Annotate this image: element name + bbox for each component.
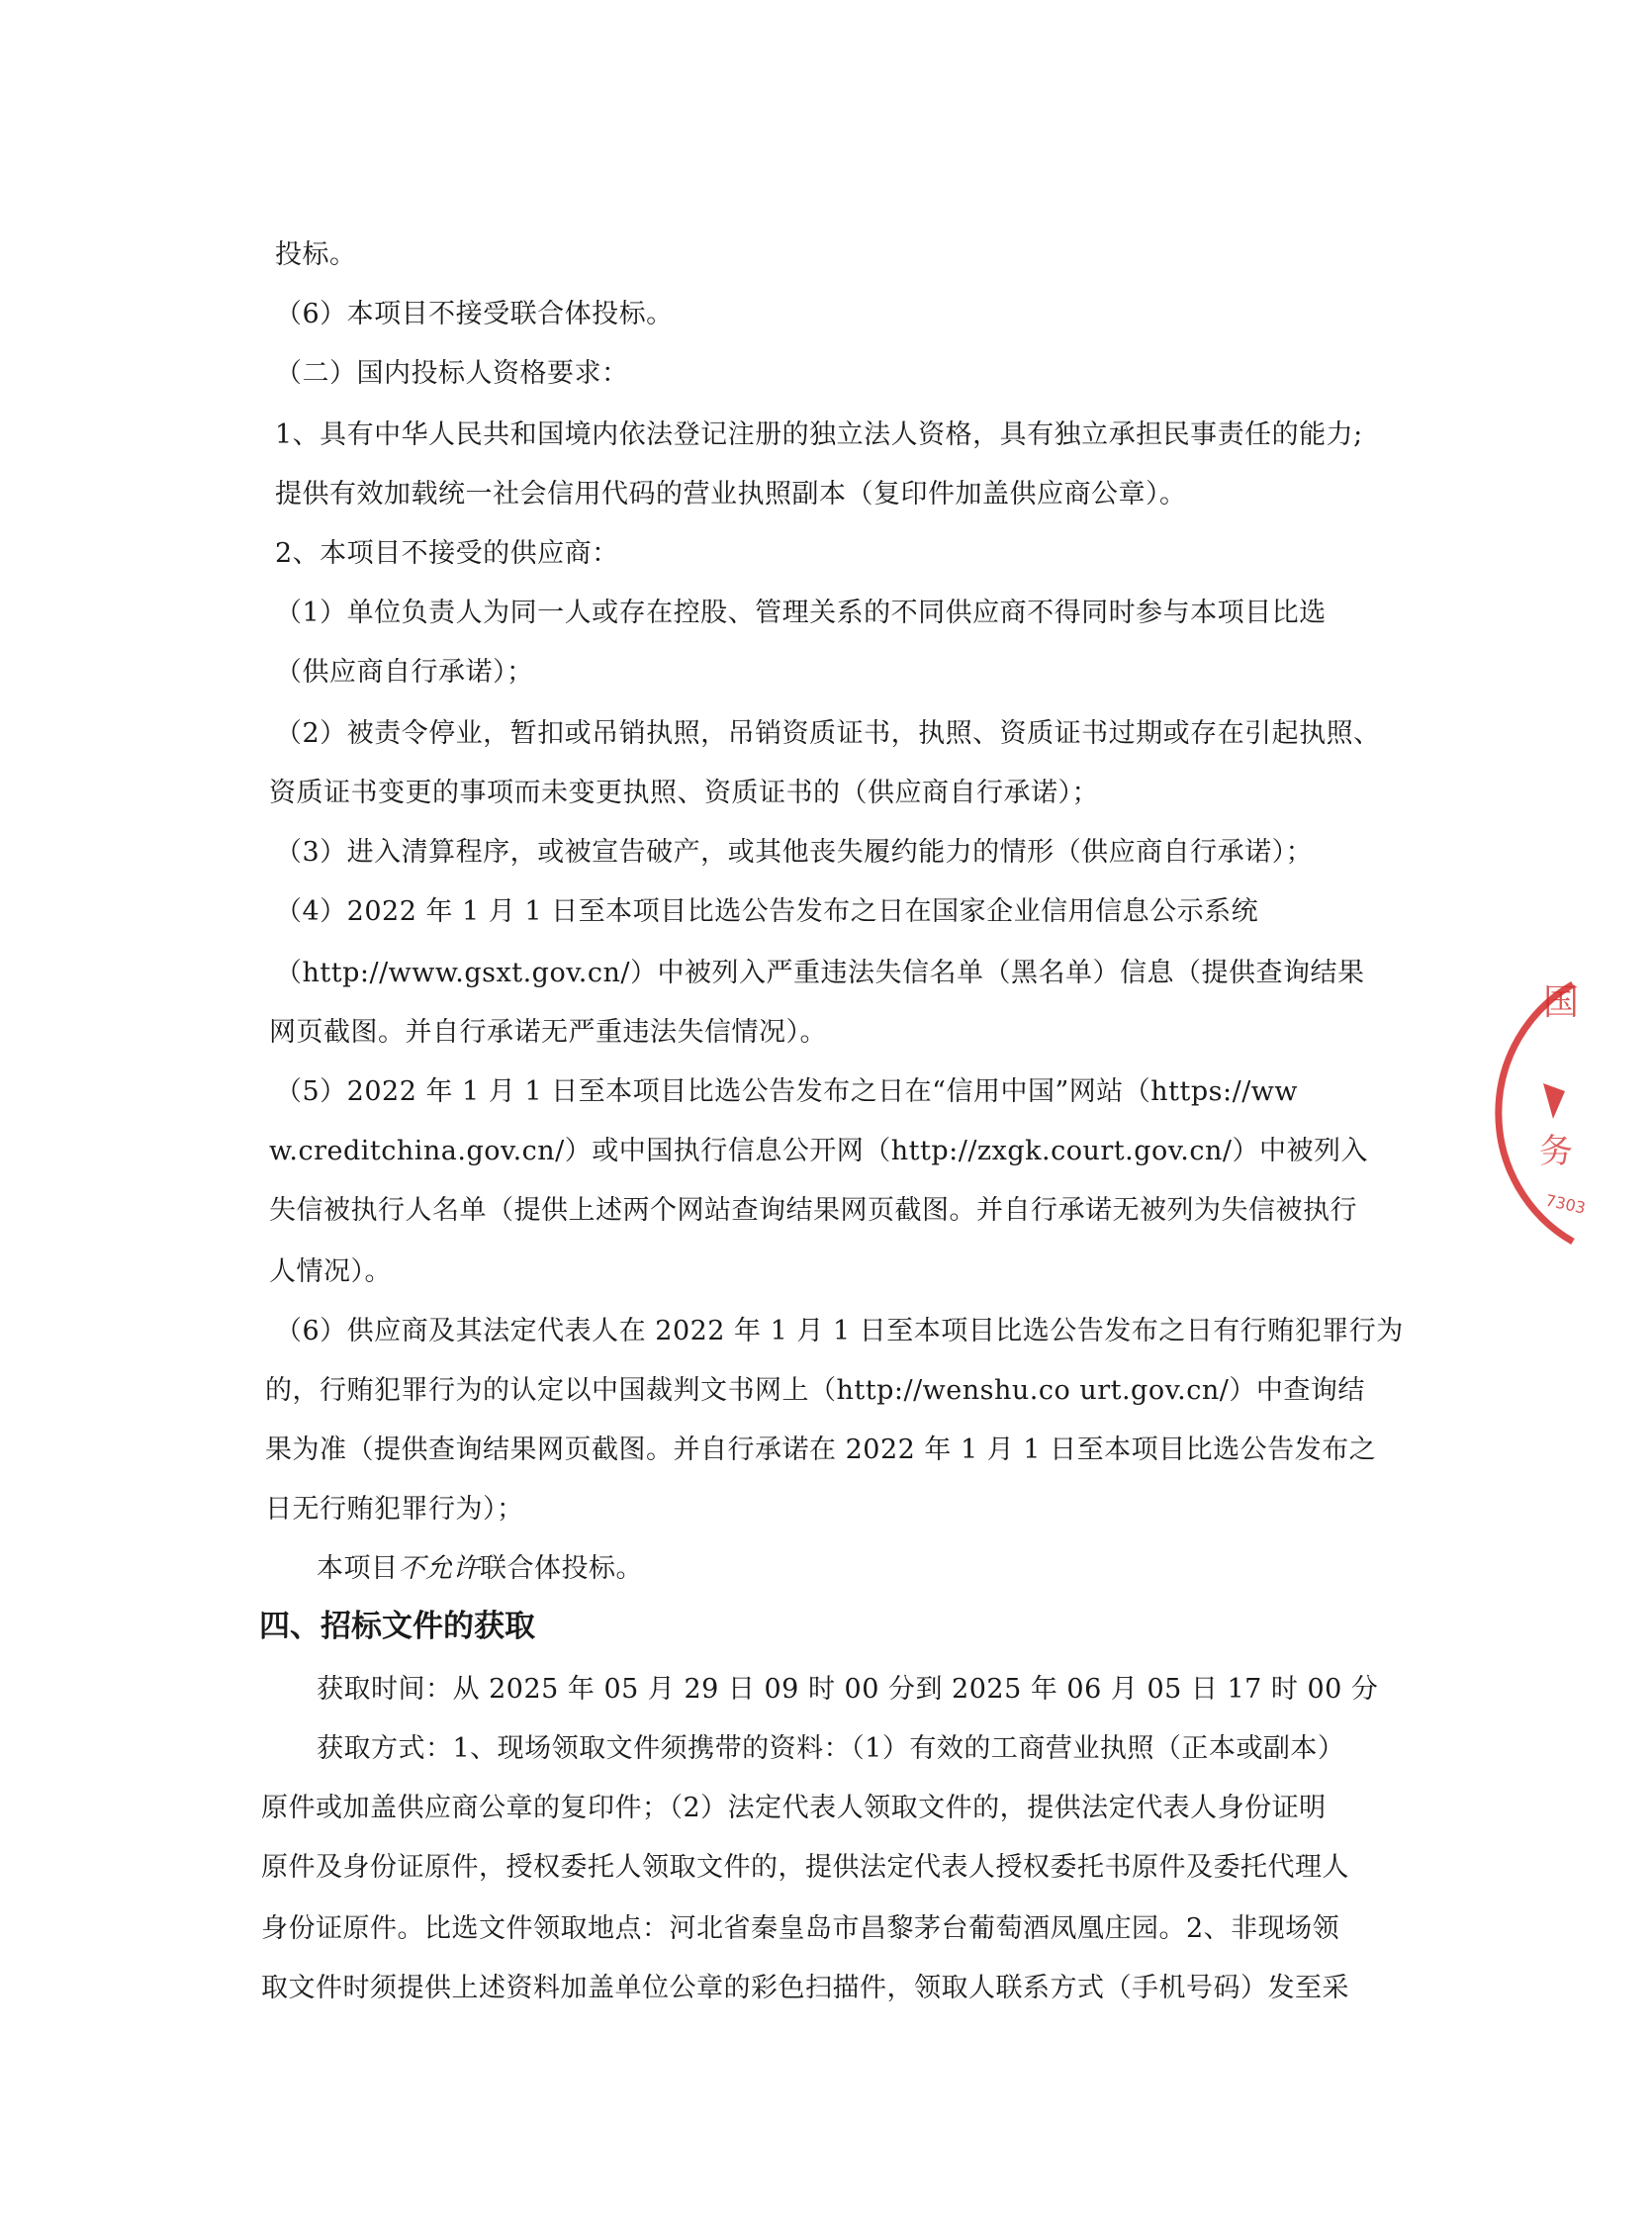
text-line: （4）2022 年 1 月 1 日至本项目比选公告发布之日在国家企业信用信息公示系统 bbox=[275, 896, 1259, 927]
no-consortium-suffix: 联合体投标。 bbox=[480, 1553, 643, 1584]
text-line: （1）单位负责人为同一人或存在控股、管理关系的不同供应商不得同时参与本项目比选 bbox=[275, 598, 1327, 628]
text-line: 人情况）。 bbox=[269, 1256, 392, 1287]
text-line: 原件及身份证原件，授权委托人领取文件的，提供法定代表人授权委托书原件及委托代理人 bbox=[261, 1852, 1349, 1883]
text-line: （3）进入清算程序，或被宣告破产，或其他丧失履约能力的情形（供应商自行承诺）； bbox=[275, 837, 1314, 868]
text-line: （供应商自行承诺）； bbox=[275, 657, 534, 688]
text-line: （6）供应商及其法定代表人在 2022 年 1 月 1 日至本项目比选公告发布之日有行贿犯罪行为 bbox=[275, 1316, 1404, 1346]
text-line: w.creditchina.gov.cn/）或中国执行信息公开网（http://zxgk.court.gov.cn/）中被列入 bbox=[269, 1136, 1368, 1166]
text-line: 的，行贿犯罪行为的认定以中国裁判文书网上（http://wenshu.co urt.gov.cn/）中查询结 bbox=[265, 1375, 1365, 1406]
text-line: 1、具有中华人民共和国境内依法登记注册的独立法人资格，具有独立承担民事责任的能力; bbox=[275, 419, 1363, 450]
text-line: 2、本项目不接受的供应商： bbox=[275, 538, 619, 569]
seal-fragment: 务 bbox=[1539, 1132, 1573, 1171]
seal-fragment: 国 bbox=[1543, 982, 1580, 1023]
text-line: 获取时间：从 2025 年 05 月 29 日 09 时 00 分到 2025 年 06 月 05 日 17 时 00 分 bbox=[317, 1674, 1379, 1705]
text-line: 取文件时须提供上述资料加盖单位公章的彩色扫描件，领取人联系方式（手机号码）发至采 bbox=[261, 1973, 1349, 2003]
text-line: 网页截图。并自行承诺无严重违法失信情况）。 bbox=[269, 1017, 827, 1048]
text-line: 日无行贿犯罪行为）； bbox=[265, 1494, 524, 1525]
text-line: 原件或加盖供应商公章的复印件；（2）法定代表人领取文件的，提供法定代表人身份证明 bbox=[261, 1793, 1327, 1823]
section-heading: 四、招标文件的获取 bbox=[259, 1609, 535, 1644]
no-consortium-emphasis: 不允许 bbox=[398, 1553, 480, 1584]
text-line: 身份证原件。比选文件领取地点：河北省秦皇岛市昌黎茅台葡萄酒凤凰庄园。2、非现场领 bbox=[261, 1913, 1340, 1944]
no-consortium-line bbox=[317, 1549, 643, 1589]
text-line: 果为准（提供查询结果网页截图。并自行承诺在 2022 年 1 月 1 日至本项目比选公告发布之 bbox=[265, 1435, 1377, 1465]
text-line: 提供有效加载统一社会信用代码的营业执照副本（复印件加盖供应商公章）。 bbox=[275, 479, 1187, 509]
text-line: （http://www.gsxt.gov.cn/）中被列入严重违法失信名单（黑名单）信息（提供查询结果 bbox=[275, 958, 1365, 988]
text-line: 失信被执行人名单（提供上述两个网站查询结果网页截图。并自行承诺无被列为失信被执行 bbox=[269, 1195, 1357, 1226]
text-line: （二）国内投标人资格要求： bbox=[275, 358, 629, 389]
text-line: （2）被责令停业，暂扣或吊销执照，吊销资质证书，执照、资质证书过期或存在引起执照、 bbox=[275, 718, 1381, 749]
text-line: 资质证书变更的事项而未变更执照、资质证书的（供应商自行承诺）； bbox=[269, 778, 1099, 808]
text-line: （6）本项目不接受联合体投标。 bbox=[275, 299, 674, 329]
text-line: 获取方式：1、现场领取文件须携带的资料：（1）有效的工商营业执照（正本或副本） bbox=[317, 1733, 1345, 1764]
text-line: 投标。 bbox=[275, 239, 357, 270]
seal-fragment: 7303 bbox=[1543, 1190, 1588, 1218]
text-line: （5）2022 年 1 月 1 日至本项目比选公告发布之日在“信用中国”网站（https://ww bbox=[275, 1076, 1299, 1107]
official-seal-icon bbox=[1504, 945, 1652, 1271]
no-consortium-prefix: 本项目 bbox=[317, 1553, 399, 1584]
